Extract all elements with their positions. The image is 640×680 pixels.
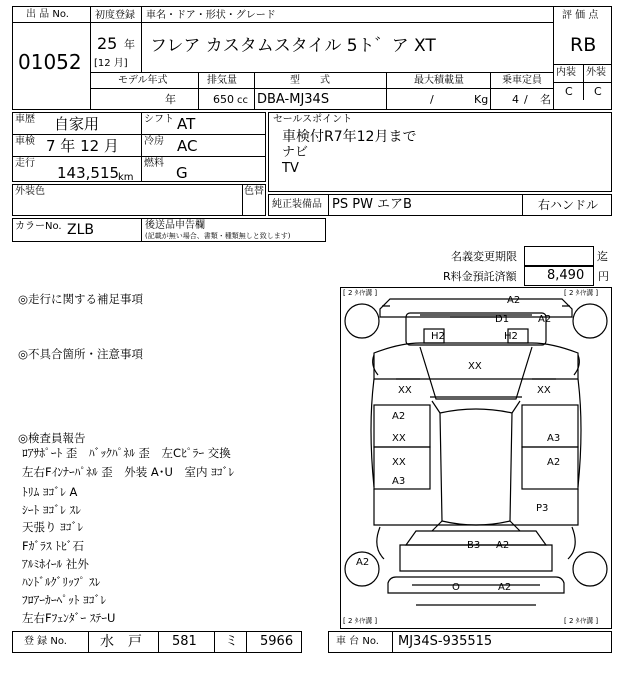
after-note: (記載が無い場合、書類・種類無しと致します) [145, 232, 291, 240]
mark-hood: D1 [495, 314, 510, 325]
shift: AT [177, 115, 196, 133]
plate-class: 581 [172, 634, 197, 649]
mark-left-front-door-b: XX [392, 433, 406, 444]
ext-color-label: 外装色 [15, 186, 45, 197]
score-label: 評 価 点 [562, 10, 599, 21]
shift-label: シフト [144, 114, 174, 125]
model-year-label: モデル年式 [118, 75, 168, 86]
capacity-unit: / [524, 93, 528, 106]
report-line-3: ﾄﾘﾑ ﾖｺﾞﾚ A [22, 485, 78, 499]
type-label: 型 式 [290, 75, 330, 86]
mileage-label: 走行 [15, 158, 35, 169]
mark-left-rear-door-a: XX [392, 457, 406, 468]
first-reg-month: [12 月] [94, 58, 128, 69]
mileage-unit: km [118, 172, 134, 183]
displacement: 650 [213, 93, 234, 106]
tire-label-rr: [ 2 ﾀｲﾔ溝 ] [564, 617, 599, 625]
equipment-label: 純正装備品 [272, 199, 322, 210]
inspector-label: ◎検査員報告 [18, 431, 86, 445]
ac-label: 冷房 [144, 136, 164, 147]
plate-number: 5966 [260, 634, 294, 649]
recolor-label: 色替 [244, 186, 264, 197]
plate-label: 登 録 No. [24, 636, 67, 647]
ac: AC [177, 137, 198, 155]
mark-hood-right: A2 [538, 314, 552, 325]
report-line-9: ﾌﾛｱｰｶｰﾍﾟｯﾄ ﾖｺﾞﾚ [22, 593, 107, 607]
car-outline-svg [340, 287, 612, 629]
first-reg-year: 25 [97, 34, 118, 53]
mark-headlight-left: H2 [431, 331, 445, 342]
color-no: ZLB [67, 222, 94, 238]
model-year-unit: 年 [165, 93, 176, 106]
fuel: G [176, 164, 188, 182]
sales-point-1: 車検付R7年12月まで [282, 129, 417, 145]
name-change-box [524, 246, 594, 266]
mark-tailgate: B3 [467, 540, 481, 551]
report-line-10: 左右Fﾌｪﾝﾀﾞｰ ｽﾃｰU [22, 611, 116, 625]
max-load: / [430, 93, 434, 106]
report-line-6: Fｶﾞﾗｽ ﾄﾋﾞ石 [22, 539, 85, 553]
displacement-label: 排気量 [207, 75, 237, 86]
mark-right-rear-door: A2 [547, 457, 561, 468]
mark-rear-bumper-right: A2 [498, 582, 512, 593]
car-name: フレア カスタムスタイル 5ト゛ア XT [150, 36, 436, 56]
ext-color-frame [12, 184, 266, 216]
max-load-unit: Kg [474, 93, 489, 106]
mark-front-bumper: A2 [507, 295, 521, 306]
report-line-7: ｱﾙﾐﾎｲｰﾙ 社外 [22, 557, 89, 571]
exterior-label: 外装 [586, 67, 606, 78]
recycle-unit: 円 [598, 270, 609, 283]
year-unit: 年 [124, 38, 135, 51]
mark-left-rear-door-b: A3 [392, 476, 406, 487]
max-load-label: 最大積載量 [414, 75, 464, 86]
tire-label-fr: [ 2 ﾀｲﾔ溝 ] [564, 289, 599, 297]
model-code: DBA-MJ34S [257, 92, 330, 107]
mark-left-fender: XX [398, 385, 412, 396]
recycle-amount: 8,490 [547, 268, 585, 283]
score: RB [570, 34, 597, 56]
exterior-grade: C [594, 85, 602, 98]
mark-right-fender: XX [537, 385, 551, 396]
inspection: 7 年 12 月 [46, 137, 119, 155]
sales-label: セールスポイント [273, 114, 353, 125]
recycle-label: R料金預託済額 [443, 270, 517, 283]
lot-no-label: 出 品 No. [26, 9, 69, 20]
chassis-label: 車 台 No. [336, 636, 379, 647]
history-label: 車歴 [15, 114, 35, 125]
first-reg-label: 初度登録 [95, 10, 135, 21]
driving-notes-label: ◎走行に関する補足事項 [18, 292, 144, 306]
capacity-suffix: 名 [540, 93, 551, 106]
damage-diagram [340, 287, 612, 629]
interior-grade: C [565, 85, 573, 98]
steering: 右ハンドル [538, 198, 599, 212]
name-change-unit: 迄 [597, 250, 608, 263]
mark-rear-bumper: O [452, 582, 460, 593]
mark-left-rear-wheel: A2 [356, 557, 370, 568]
report-line-2: 左右Fｲﾝﾅｰﾊﾟﾈﾙ 歪 外装 A･U 室内 ﾖｺﾞﾚ [22, 465, 235, 479]
plate-region: 水 戸 [100, 634, 142, 650]
report-line-5: 天張り ﾖｺﾞﾚ [22, 520, 84, 534]
fuel-label: 燃料 [144, 158, 164, 169]
chassis-number: MJ34S-935515 [398, 634, 493, 649]
report-line-1: ﾛｱｻﾎﾟｰﾄ 歪 ﾊﾞｯｸﾊﾟﾈﾙ 歪 左Cﾋﾟﾗｰ 交換 [22, 446, 231, 460]
sales-point-3: TV [282, 161, 299, 176]
tire-label-fl: [ 2 ﾀｲﾔ溝 ] [343, 289, 378, 297]
mark-left-front-door-a: A2 [392, 411, 406, 422]
inspection-label: 車検 [15, 136, 35, 147]
defects-label: ◎不具合箇所・注意事項 [18, 347, 144, 361]
mark-windshield: XX [468, 361, 482, 372]
mileage: 143,515 [57, 164, 120, 182]
report-line-4: ｼｰﾄ ﾖｺﾞﾚ ｽﾚ [22, 503, 82, 517]
tire-label-rl: [ 2 ﾀｲﾔ溝 ] [343, 617, 378, 625]
sales-point-2: ナビ [282, 145, 309, 160]
history: 自家用 [54, 115, 100, 133]
displacement-unit: cc [237, 95, 248, 106]
mark-tailgate-right: A2 [496, 540, 510, 551]
report-line-8: ﾊﾝﾄﾞﾙｸﾞﾘｯﾌﾟ ｽﾚ [22, 575, 101, 589]
plate-kana: ミ [225, 634, 239, 649]
color-no-label: カラーNo. [15, 221, 62, 232]
lot-no: 01052 [18, 50, 82, 74]
capacity: 4 [512, 93, 519, 106]
car-name-label: 車名・ドア・形状・グレード [146, 10, 276, 21]
equipment: PS PW エアB [332, 197, 412, 212]
mark-headlight-right: H2 [504, 331, 518, 342]
after-label: 後送品申告欄 [145, 220, 205, 231]
mark-right-front-door: A3 [547, 433, 561, 444]
interior-label: 内装 [556, 67, 576, 78]
mark-right-quarter: P3 [536, 503, 549, 514]
name-change-label: 名義変更期限 [451, 250, 517, 263]
capacity-label: 乗車定員 [502, 75, 542, 86]
